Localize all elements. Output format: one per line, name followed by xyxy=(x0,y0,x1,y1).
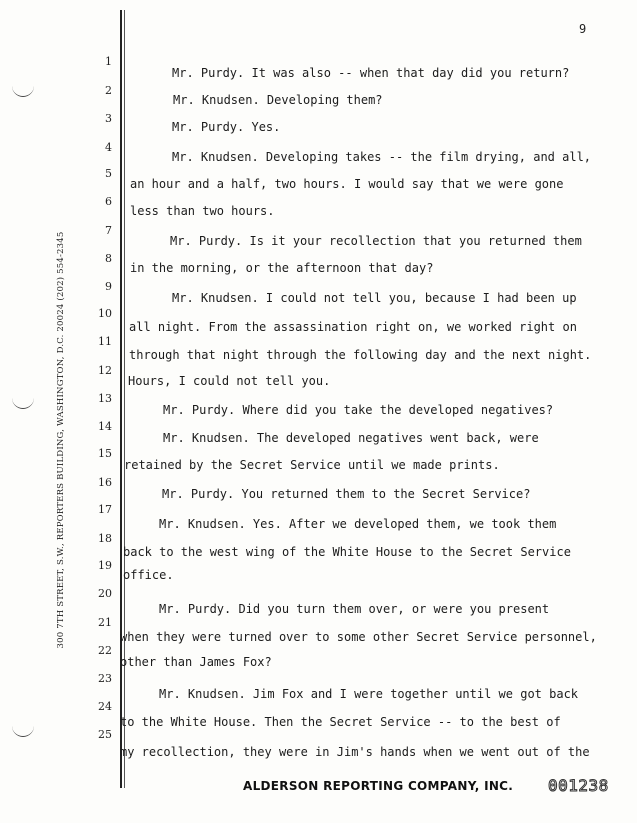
line-number: 7 xyxy=(105,224,112,237)
line-number: 23 xyxy=(98,672,112,685)
punch-hole-bottom xyxy=(12,726,34,737)
transcript-line: when they were turned over to some other Secret Service personnel, xyxy=(120,630,597,644)
transcript-line: Mr. Knudsen. Jim Fox and I were together until we got back xyxy=(159,687,579,701)
line-number: 25 xyxy=(98,728,112,741)
transcript-line: Mr. Purdy. Where did you take the developed negatives? xyxy=(163,403,554,417)
transcript-line: my recollection, they were in Jim's hands when we went out of the xyxy=(120,745,590,759)
line-number: 1 xyxy=(105,55,112,68)
line-number: 16 xyxy=(98,476,112,489)
line-number: 19 xyxy=(98,559,112,572)
margin-rule xyxy=(120,10,122,788)
line-number: 12 xyxy=(98,364,112,377)
line-number: 3 xyxy=(105,112,112,125)
margin-rule-inner xyxy=(124,10,125,788)
line-number: 9 xyxy=(105,280,112,293)
transcript-line: Mr. Purdy. You returned them to the Secret Service? xyxy=(162,487,531,501)
line-number: 13 xyxy=(98,392,112,405)
transcript-line: Mr. Purdy. Did you turn them over, or were you present xyxy=(159,602,550,616)
line-number: 22 xyxy=(98,644,112,657)
transcript-line: through that night through the following day and the next night. xyxy=(129,348,592,362)
line-number: 15 xyxy=(98,447,112,460)
transcript-line: Mr. Knudsen. The developed negatives went back, were xyxy=(163,431,539,445)
transcript-line: Mr. Knudsen. I could not tell you, because I had been up xyxy=(172,291,577,305)
transcript-line: retained by the Secret Service until we made prints. xyxy=(124,458,500,472)
line-number: 24 xyxy=(98,700,112,713)
transcript-line: back to the west wing of the White House to the Secret Service xyxy=(123,545,571,559)
line-number: 8 xyxy=(105,252,112,265)
transcript-line: Mr. Purdy. It was also -- when that day did you return? xyxy=(172,66,570,80)
line-number: 11 xyxy=(98,335,112,348)
line-number: 18 xyxy=(98,532,112,545)
transcript-line: Mr. Knudsen. Yes. After we developed them, we took them xyxy=(159,517,557,531)
transcript-line: Mr. Purdy. Is it your recollection that you returned them xyxy=(170,234,582,248)
line-number: 2 xyxy=(105,84,112,97)
sidebar-address-text: 300 7TH STREET, S.W., REPORTERS BUILDING, WASHINGTON, D.C. 20024 (202) 554-2345 xyxy=(56,231,66,649)
footer-document-stamp: 001238 xyxy=(548,776,609,795)
line-number: 6 xyxy=(105,195,112,208)
transcript-line: to the White House. Then the Secret Service -- to the best of xyxy=(120,715,561,729)
footer-company-name: ALDERSON REPORTING COMPANY, INC. xyxy=(243,779,514,793)
line-number: 4 xyxy=(105,141,112,154)
punch-hole-top xyxy=(12,86,34,97)
line-number: 21 xyxy=(98,616,112,629)
line-number: 10 xyxy=(98,307,112,320)
page-number: 9 xyxy=(579,22,587,36)
transcript-line: Mr. Purdy. Yes. xyxy=(172,120,281,134)
transcript-line: office. xyxy=(123,568,174,582)
transcript-line: other than James Fox? xyxy=(120,655,272,669)
transcript-line: Mr. Knudsen. Developing takes -- the film drying, and all, xyxy=(172,150,592,164)
transcript-line: an hour and a half, two hours. I would say that we were gone xyxy=(130,177,564,191)
transcript-line: less than two hours. xyxy=(130,204,275,218)
transcript-line: in the morning, or the afternoon that day? xyxy=(130,261,434,275)
line-number: 5 xyxy=(105,167,112,180)
line-number: 20 xyxy=(98,587,112,600)
line-number: 17 xyxy=(98,503,112,516)
transcript-line: Mr. Knudsen. Developing them? xyxy=(173,93,383,107)
transcript-line: all night. From the assassination right on, we worked right on xyxy=(129,320,577,334)
line-number: 14 xyxy=(98,420,112,433)
punch-hole-middle xyxy=(12,398,34,409)
transcript-line: Hours, I could not tell you. xyxy=(128,374,331,388)
